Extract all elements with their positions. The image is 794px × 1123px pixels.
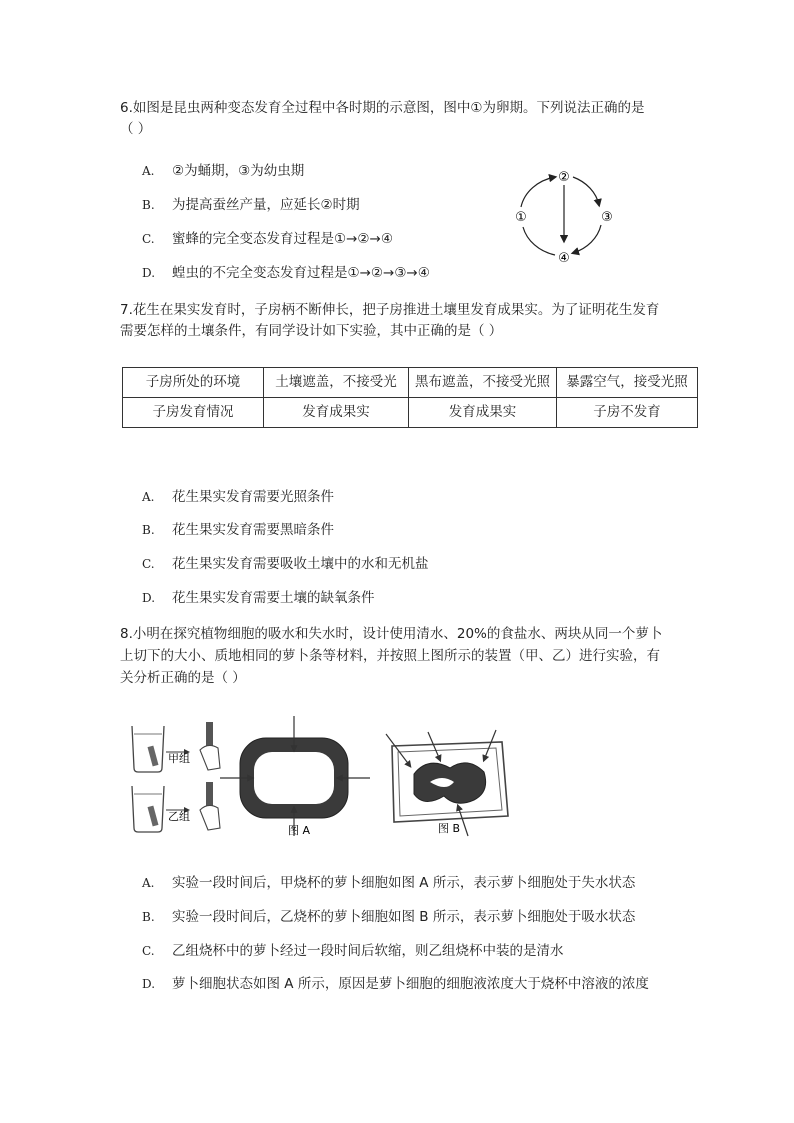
- option-text: 花生果实发育需要光照条件: [172, 489, 334, 505]
- option-letter: D.: [142, 591, 156, 605]
- q7-option-d[interactable]: [142, 586, 375, 606]
- node-2: ②: [558, 170, 570, 185]
- table-cell: 发育成果实: [264, 398, 409, 428]
- cell-figure-b: [386, 730, 508, 836]
- q8-option-a[interactable]: [142, 871, 635, 891]
- cycle-arrow-3-4: [573, 225, 601, 253]
- caption-figure-b: 图 B: [438, 822, 461, 835]
- q7-experiment-table: [122, 367, 698, 428]
- q8-stem-line3: 关分析正确的是（ ）: [120, 670, 246, 686]
- node-3: ③: [601, 210, 613, 225]
- q6-option-a[interactable]: [142, 159, 304, 179]
- q6-option-b[interactable]: [142, 193, 360, 213]
- table-row: [123, 398, 698, 428]
- option-text: 花生果实发育需要土壤的缺氧条件: [172, 590, 375, 606]
- q6-answer-paren: （ ）: [120, 121, 152, 137]
- q6-option-c[interactable]: [142, 227, 393, 247]
- q7-stem-line1: 7.花生在果实发育时，子房柄不断伸长，把子房推进土壤里发育成果实。为了证明花生发育: [120, 302, 660, 318]
- q8-option-d[interactable]: [142, 972, 649, 992]
- cycle-arrow-2-3: [573, 177, 599, 205]
- table-cell: 子房所处的环境: [123, 368, 264, 398]
- option-text: 花生果实发育需要吸收土壤中的水和无机盐: [172, 556, 429, 572]
- option-text: 萝卜细胞状态如图 A 所示，原因是萝卜细胞的细胞液浓度大于烧杯中溶液的浓度: [172, 976, 649, 992]
- q8-experiment-figure: [128, 712, 528, 842]
- table-cell: 暴露空气，接受光照: [557, 368, 698, 398]
- q7-option-a[interactable]: [142, 485, 334, 505]
- q7-stem-line2: 需要怎样的土壤条件，有同学设计如下实验，其中正确的是（ ）: [120, 323, 503, 339]
- option-text: 为提高蚕丝产量，应延长②时期: [172, 197, 360, 213]
- option-text: 实验一段时间后，甲烧杯的萝卜细胞如图 A 所示，表示萝卜细胞处于失水状态: [172, 875, 636, 891]
- option-letter: D.: [142, 977, 156, 991]
- option-letter: A.: [142, 490, 155, 504]
- option-text: 花生果实发育需要黑暗条件: [172, 522, 334, 538]
- table-cell: 发育成果实: [409, 398, 557, 428]
- option-letter: D.: [142, 266, 156, 280]
- label-jia: 甲组: [168, 752, 190, 765]
- option-letter: B.: [142, 910, 155, 924]
- option-letter: A.: [142, 876, 155, 890]
- beaker-yi: [132, 782, 220, 832]
- q6-life-cycle-diagram: [505, 165, 625, 270]
- table-cell: 子房发育情况: [123, 398, 264, 428]
- option-letter: B.: [142, 523, 155, 537]
- label-yi: 乙组: [168, 810, 190, 823]
- beaker-jia: [132, 722, 220, 772]
- option-text: 蝗虫的不完全变态发育过程是①→②→③→④: [172, 265, 430, 281]
- cell-figure-a: [220, 716, 370, 837]
- option-text: 蜜蜂的完全变态发育过程是①→②→④: [172, 231, 393, 247]
- q6-option-d[interactable]: [142, 261, 430, 281]
- node-4: ④: [558, 251, 570, 266]
- cycle-arrow-4-1: [523, 227, 555, 255]
- option-text: ②为蛹期，③为幼虫期: [172, 163, 305, 179]
- q6-stem: 6.如图是昆虫两种变态发育全过程中各时期的示意图，图中①为卵期。下列说法正确的是: [120, 100, 645, 116]
- table-cell: 子房不发育: [557, 398, 698, 428]
- q8-stem-line2: 上切下的大小、质地相同的萝卜条等材料，并按照上图所示的装置（甲、乙）进行实验，有: [120, 648, 660, 664]
- q8-option-c[interactable]: [142, 939, 564, 959]
- table-cell: 土壤遮盖，不接受光: [264, 368, 409, 398]
- option-text: 实验一段时间后，乙烧杯的萝卜细胞如图 B 所示，表示萝卜细胞处于吸水状态: [172, 909, 636, 925]
- option-text: 乙组烧杯中的萝卜经过一段时间后软缩，则乙组烧杯中装的是清水: [172, 943, 564, 959]
- option-letter: C.: [142, 944, 155, 958]
- caption-figure-a: 图 A: [288, 824, 311, 837]
- option-letter: B.: [142, 198, 155, 212]
- option-letter: C.: [142, 557, 155, 571]
- node-1: ①: [515, 210, 527, 225]
- q7-option-c[interactable]: [142, 552, 429, 572]
- cycle-arrow-1-2: [521, 177, 555, 207]
- table-cell: 黑布遮盖，不接受光照: [409, 368, 557, 398]
- option-letter: C.: [142, 232, 155, 246]
- q8-stem-line1: 8.小明在探究植物细胞的吸水和失水时，设计使用清水、20%的食盐水、两块从同一个萝卜: [120, 626, 663, 642]
- q8-option-b[interactable]: [142, 905, 635, 925]
- option-letter: A.: [142, 164, 155, 178]
- table-row: [123, 368, 698, 398]
- q7-option-b[interactable]: [142, 518, 334, 538]
